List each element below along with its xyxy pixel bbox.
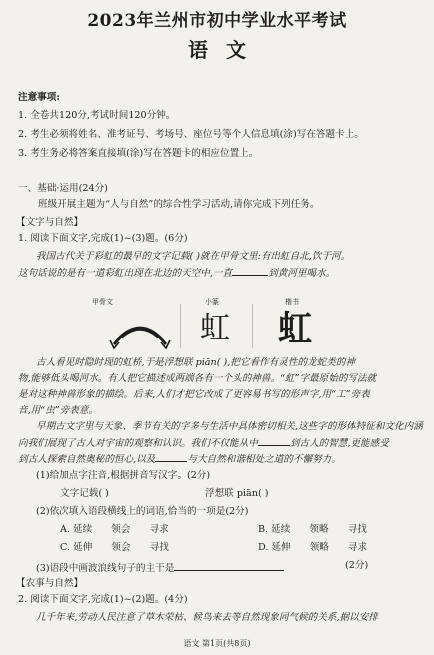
option-b-word-1: B. 延续 <box>258 524 291 535</box>
blank-2 <box>258 435 290 446</box>
blank-3 <box>155 451 187 462</box>
part-label-farming-nature: 【农事与自然】 <box>16 578 84 589</box>
part-label-text-nature: 【文字与自然】 <box>16 217 84 228</box>
q1-passage-line-2 <box>18 265 335 281</box>
question-2-stem: 2. 阅读下面文字,完成(1)~(2)题。(4分) <box>18 594 188 605</box>
sub1-item-b: 浮想联 piān( ) <box>205 488 269 499</box>
para2-line-4: 音,用“虫”旁表意。 <box>18 405 99 416</box>
para3-line-1: 早期古文字里与天象、季节有关的字多与生活中具体密切相关,这些字的形体特征和文化内涵 <box>36 421 423 432</box>
para3-line-2-a: 向我们展现了古人对宇宙的观察和认识。我们不仅能从中 <box>18 438 258 449</box>
option-b-word-3: 寻找 <box>347 524 367 535</box>
option-b <box>258 524 367 536</box>
option-d-word-3: 寻求 <box>347 542 368 553</box>
small-seal-hong-glyph: 虹 <box>200 311 231 346</box>
para2-line-3: 是对这种神兽形象的描绘。后来,人们才把它改成了更容易书写的形声字,用“工”旁表 <box>18 389 370 400</box>
option-c-word-3: 寻找 <box>149 542 169 553</box>
question-1-stem: 1. 阅读下面文字,完成(1)~(3)题。(6分) <box>18 233 188 244</box>
glyph-divider-1 <box>180 304 181 348</box>
glyph-label-oracle: 甲骨文 <box>92 298 113 306</box>
sub1-item-a: 文字记载( ) <box>60 488 109 499</box>
option-a-word-1: A. 延续 <box>60 524 93 535</box>
note-item-1: 1. 全卷共120分,考试时间120分钟。 <box>18 110 176 121</box>
option-a-word-3: 寻求 <box>149 524 169 535</box>
option-c-word-1: C. 延伸 <box>60 542 93 553</box>
sub1-label: (1)给加点字注音,根据拼音写汉字。(2分) <box>36 470 211 481</box>
sub3-points: (2分) <box>345 560 369 571</box>
option-a <box>60 524 169 536</box>
para3-line-3-a: 到古人探索自然奥秘的恒心,以及 <box>18 454 156 465</box>
para3-line-3-b: 与大自然和谐相处之道的不懈努力。 <box>187 454 341 465</box>
q1-passage-line-2-a: 这句话说的是有一道彩虹出现在北边的天空中,一直 <box>18 268 233 279</box>
notes-heading: 注意事项: <box>18 92 60 103</box>
q1-passage-line-1: 我国古代关于彩虹的最早的文字记载( )就在甲骨文里:有出虹自北,饮于河。 <box>36 251 351 262</box>
sub3-label <box>36 560 284 575</box>
para3-line-2-b: 到古人的智慧,更能感受 <box>289 438 389 449</box>
regular-script-hong-glyph: 虹 <box>278 309 312 349</box>
sub2-label: (2)依次填入语段横线上的词语,恰当的一项是(2分) <box>36 506 249 517</box>
option-d-word-1: D. 延伸 <box>258 542 291 553</box>
option-b-word-2: 领略 <box>309 524 329 535</box>
para3-line-3 <box>18 451 341 467</box>
blank-1 <box>232 265 268 276</box>
sub3-label-text: (3)语段中画波浪线句子的主干是 <box>36 563 175 574</box>
option-c-word-2: 领会 <box>111 542 131 553</box>
section-intro: 班级开展主题为“人与自然”的综合性学习活动,请你完成下列任务。 <box>38 199 320 210</box>
subject-title: 语文 <box>188 38 264 62</box>
glyph-label-regular: 楷书 <box>285 298 299 306</box>
note-item-2: 2. 考生必须将姓名、准考证号、考场号、座位号等个人信息填(涂)写在答题卡上。 <box>18 129 364 140</box>
page-footer: 语文 第1页(共8页) <box>183 639 251 648</box>
exam-title: 2023年兰州市初中学业水平考试 <box>87 11 347 31</box>
option-d <box>258 542 367 554</box>
oracle-bone-hong-glyph <box>108 318 172 356</box>
section-heading: 一、基础·运用(24分) <box>18 183 108 194</box>
q2-passage-line-1: 几千年来,劳动人民注意了草木荣枯、候鸟来去等自然现象同气候的关系,据以安排 <box>36 612 378 623</box>
para2-line-1: 古人看见时隐时现的虹桥,于是浮想联 piān( ),把它看作有灵性的龙蛇类的神 <box>36 357 356 368</box>
glyph-label-seal: 小篆 <box>205 298 219 306</box>
glyph-divider-2 <box>252 304 253 348</box>
para2-line-2: 物,能够低头喝河水。有人把它描述成两端各有一个头的神兽。“虹”字最原始的写法就 <box>18 373 377 384</box>
option-d-word-2: 领略 <box>309 542 329 553</box>
blank-4 <box>174 560 284 571</box>
q1-passage-line-2-b: 到黄河里喝水。 <box>268 268 336 279</box>
note-item-3: 3. 考生务必将答案直接填(涂)写在答题卡的相应位置上。 <box>18 148 259 159</box>
para3-line-2 <box>18 435 389 451</box>
option-c <box>60 542 169 554</box>
option-a-word-2: 领会 <box>111 524 131 535</box>
